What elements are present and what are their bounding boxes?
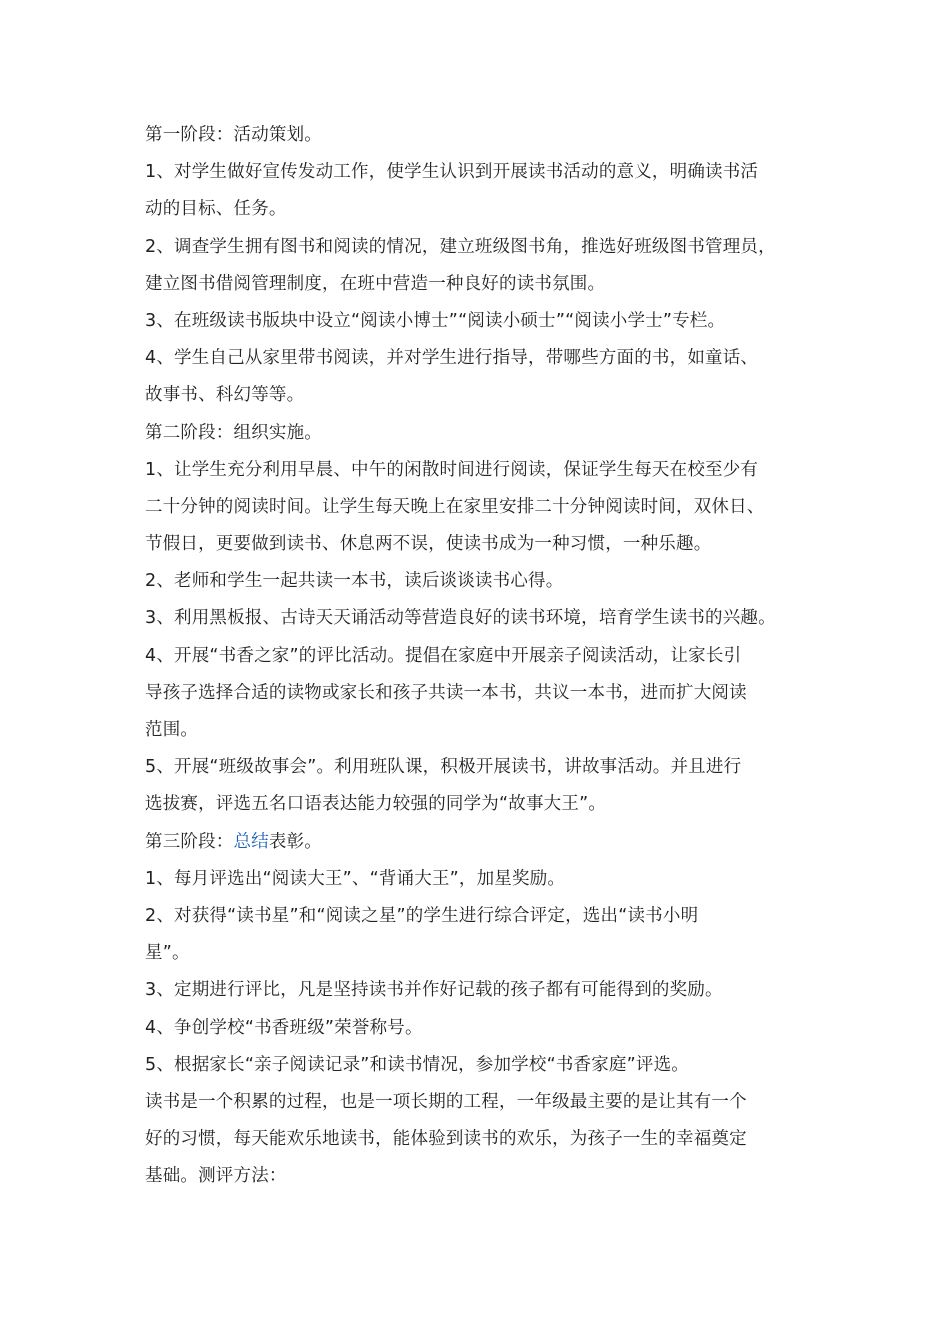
text-line: 节假日，更要做到读书、休息两不误，使读书成为一种习惯，一种乐趣。 (145, 534, 712, 555)
summary-link[interactable]: 总结 (233, 831, 269, 852)
text-line: 4、开展“书香之家”的评比活动。提倡在家庭中开展亲子阅读活动，让家长引 (145, 645, 742, 666)
text-line: 导孩子选择合适的读物或家长和孩子共读一本书，共议一本书，进而扩大阅读 (145, 682, 747, 703)
text-line: 范围。 (145, 720, 199, 740)
stage2-heading: 第二阶段：组织实施。 (145, 422, 322, 443)
text-line: 1、对学生做好宣传发动工作，使学生认识到开展读书活动的意义，明确读书活 (145, 162, 759, 183)
text-line: 4、争创学校“书香班级”荣誉称号。 (145, 1017, 423, 1038)
text-line: 5、开展“班级故事会”。利用班队课，积极开展读书，讲故事活动。并且进行 (145, 757, 742, 778)
text-line: 2、老师和学生一起共读一本书，读后谈谈读书心得。 (145, 571, 564, 592)
text-line: 二十分钟的阅读时间。让学生每天晚上在家里安排二十分钟阅读时间，双休日、 (145, 496, 765, 517)
text-line: 基础。测评方法： (145, 1166, 287, 1187)
text-line: 故事书、科幻等等。 (145, 385, 305, 406)
text-line: 3、利用黑板报、古诗天天诵活动等营造良好的读书环境，培育学生读书的兴趣。 (145, 608, 776, 629)
text-line: 1、让学生充分利用早晨、中午的闲散时间进行阅读，保证学生每天在校至少有 (145, 459, 759, 480)
text-line: 读书是一个积累的过程，也是一项长期的工程，一年级最主要的是让其有一个 (145, 1091, 747, 1112)
text-line: 2、调查学生拥有图书和阅读的情况，建立班级图书角，推选好班级图书管理员， (145, 236, 776, 257)
text-line: 2、对获得“读书星”和“阅读之星”的学生进行综合评定，选出“读书小明 (145, 905, 699, 926)
stage3-heading (145, 824, 825, 861)
text-line: 1、每月评选出“阅读大王”、“背诵大王”，加星奖励。 (145, 868, 566, 889)
text-line: 3、在班级读书版块中设立“阅读小博士”“阅读小硕士”“阅读小学士”专栏。 (145, 310, 726, 331)
stage3-suffix: 表彰。 (268, 831, 323, 852)
text-line: 好的习惯，每天能欢乐地读书，能体验到读书的欢乐，为孩子一生的幸福奠定 (145, 1129, 747, 1150)
text-line: 动的目标、任务。 (145, 199, 287, 220)
text-line: 4、学生自己从家里带书阅读，并对学生进行指导，带哪些方面的书，如童话、 (145, 348, 759, 369)
text-line: 3、定期进行评比，凡是坚持读书并作好记载的孩子都有可能得到的奖励。 (145, 980, 723, 1001)
stage1-heading: 第一阶段：活动策划。 (145, 125, 322, 145)
text-line: 建立图书借阅管理制度，在班中营造一种良好的读书氛围。 (145, 273, 606, 294)
document-body (145, 117, 825, 1195)
stage3-prefix: 第三阶段： (145, 831, 234, 852)
text-line: 星”。 (145, 943, 190, 964)
text-line: 选拔赛，评选五名口语表达能力较强的同学为“故事大王”。 (145, 794, 607, 815)
text-line: 5、根据家长“亲子阅读记录”和读书情况，参加学校“书香家庭”评选。 (145, 1054, 689, 1075)
